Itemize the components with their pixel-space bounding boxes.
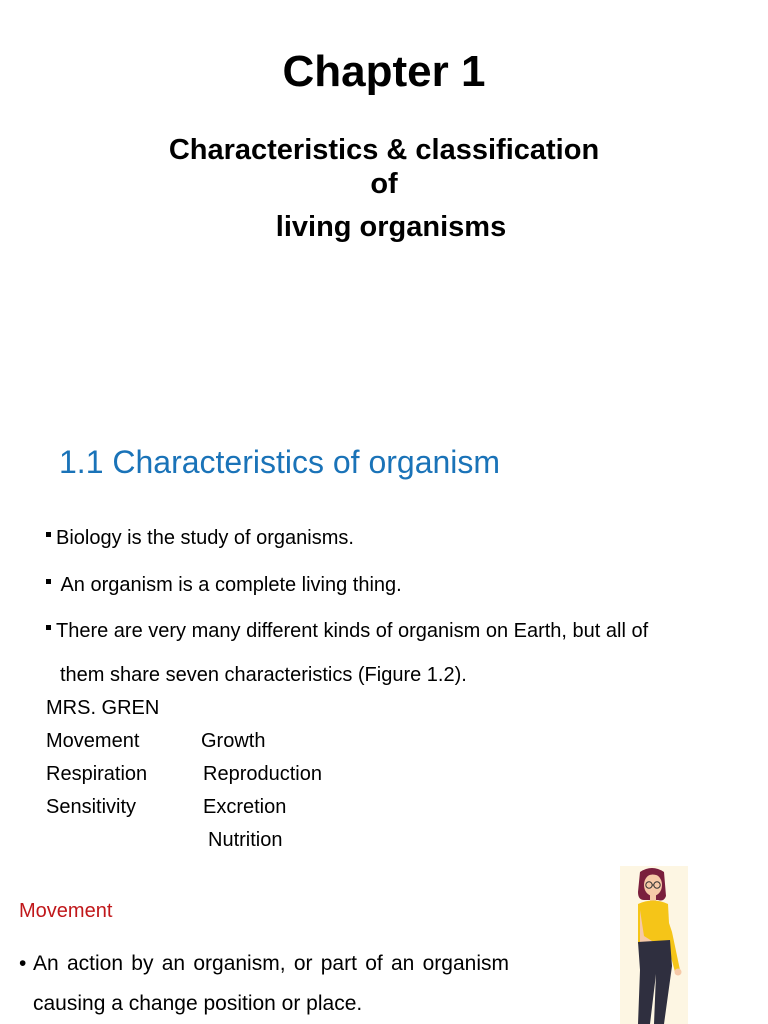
subtitle-line-3: living organisms <box>275 211 507 243</box>
square-bullet-icon <box>46 532 51 537</box>
bullet-icon: • <box>19 952 27 975</box>
bullet-item: An organism is a complete living thing. <box>46 572 402 598</box>
mnemonic-item: Reproduction <box>203 763 322 785</box>
mnemonic-title: MRS. GREN <box>46 697 160 719</box>
bullet-item: Biology is the study of organisms. <box>46 525 354 551</box>
subtitle-line-1: Characteristics & classification <box>168 134 600 166</box>
section-title: 1.1 Characteristics of organism <box>59 444 501 480</box>
mnemonic-item: Movement <box>46 730 140 752</box>
square-bullet-icon <box>46 579 51 584</box>
square-bullet-icon <box>46 625 51 630</box>
mnemonic-item: Nutrition <box>208 829 283 851</box>
movement-definition-text: An action by an organism, or part of an organism causing a change position or place. <box>33 952 509 1015</box>
chapter-title: Chapter 1 <box>282 47 486 96</box>
mnemonic-item: Excretion <box>203 796 287 818</box>
subtitle-line-2: of <box>370 168 398 200</box>
bullet-item: There are very many different kinds of organism on Earth, but all of <box>46 618 648 644</box>
mnemonic-item: Growth <box>201 730 266 752</box>
movement-heading: Movement <box>19 900 113 922</box>
bullet-continuation: them share seven characteristics (Figure 1.2). <box>60 664 467 686</box>
woman-illustration-icon <box>620 866 688 1024</box>
movement-definition <box>19 944 509 1024</box>
mnemonic-item: Sensitivity <box>46 796 137 818</box>
mnemonic-item: Respiration <box>46 763 148 785</box>
